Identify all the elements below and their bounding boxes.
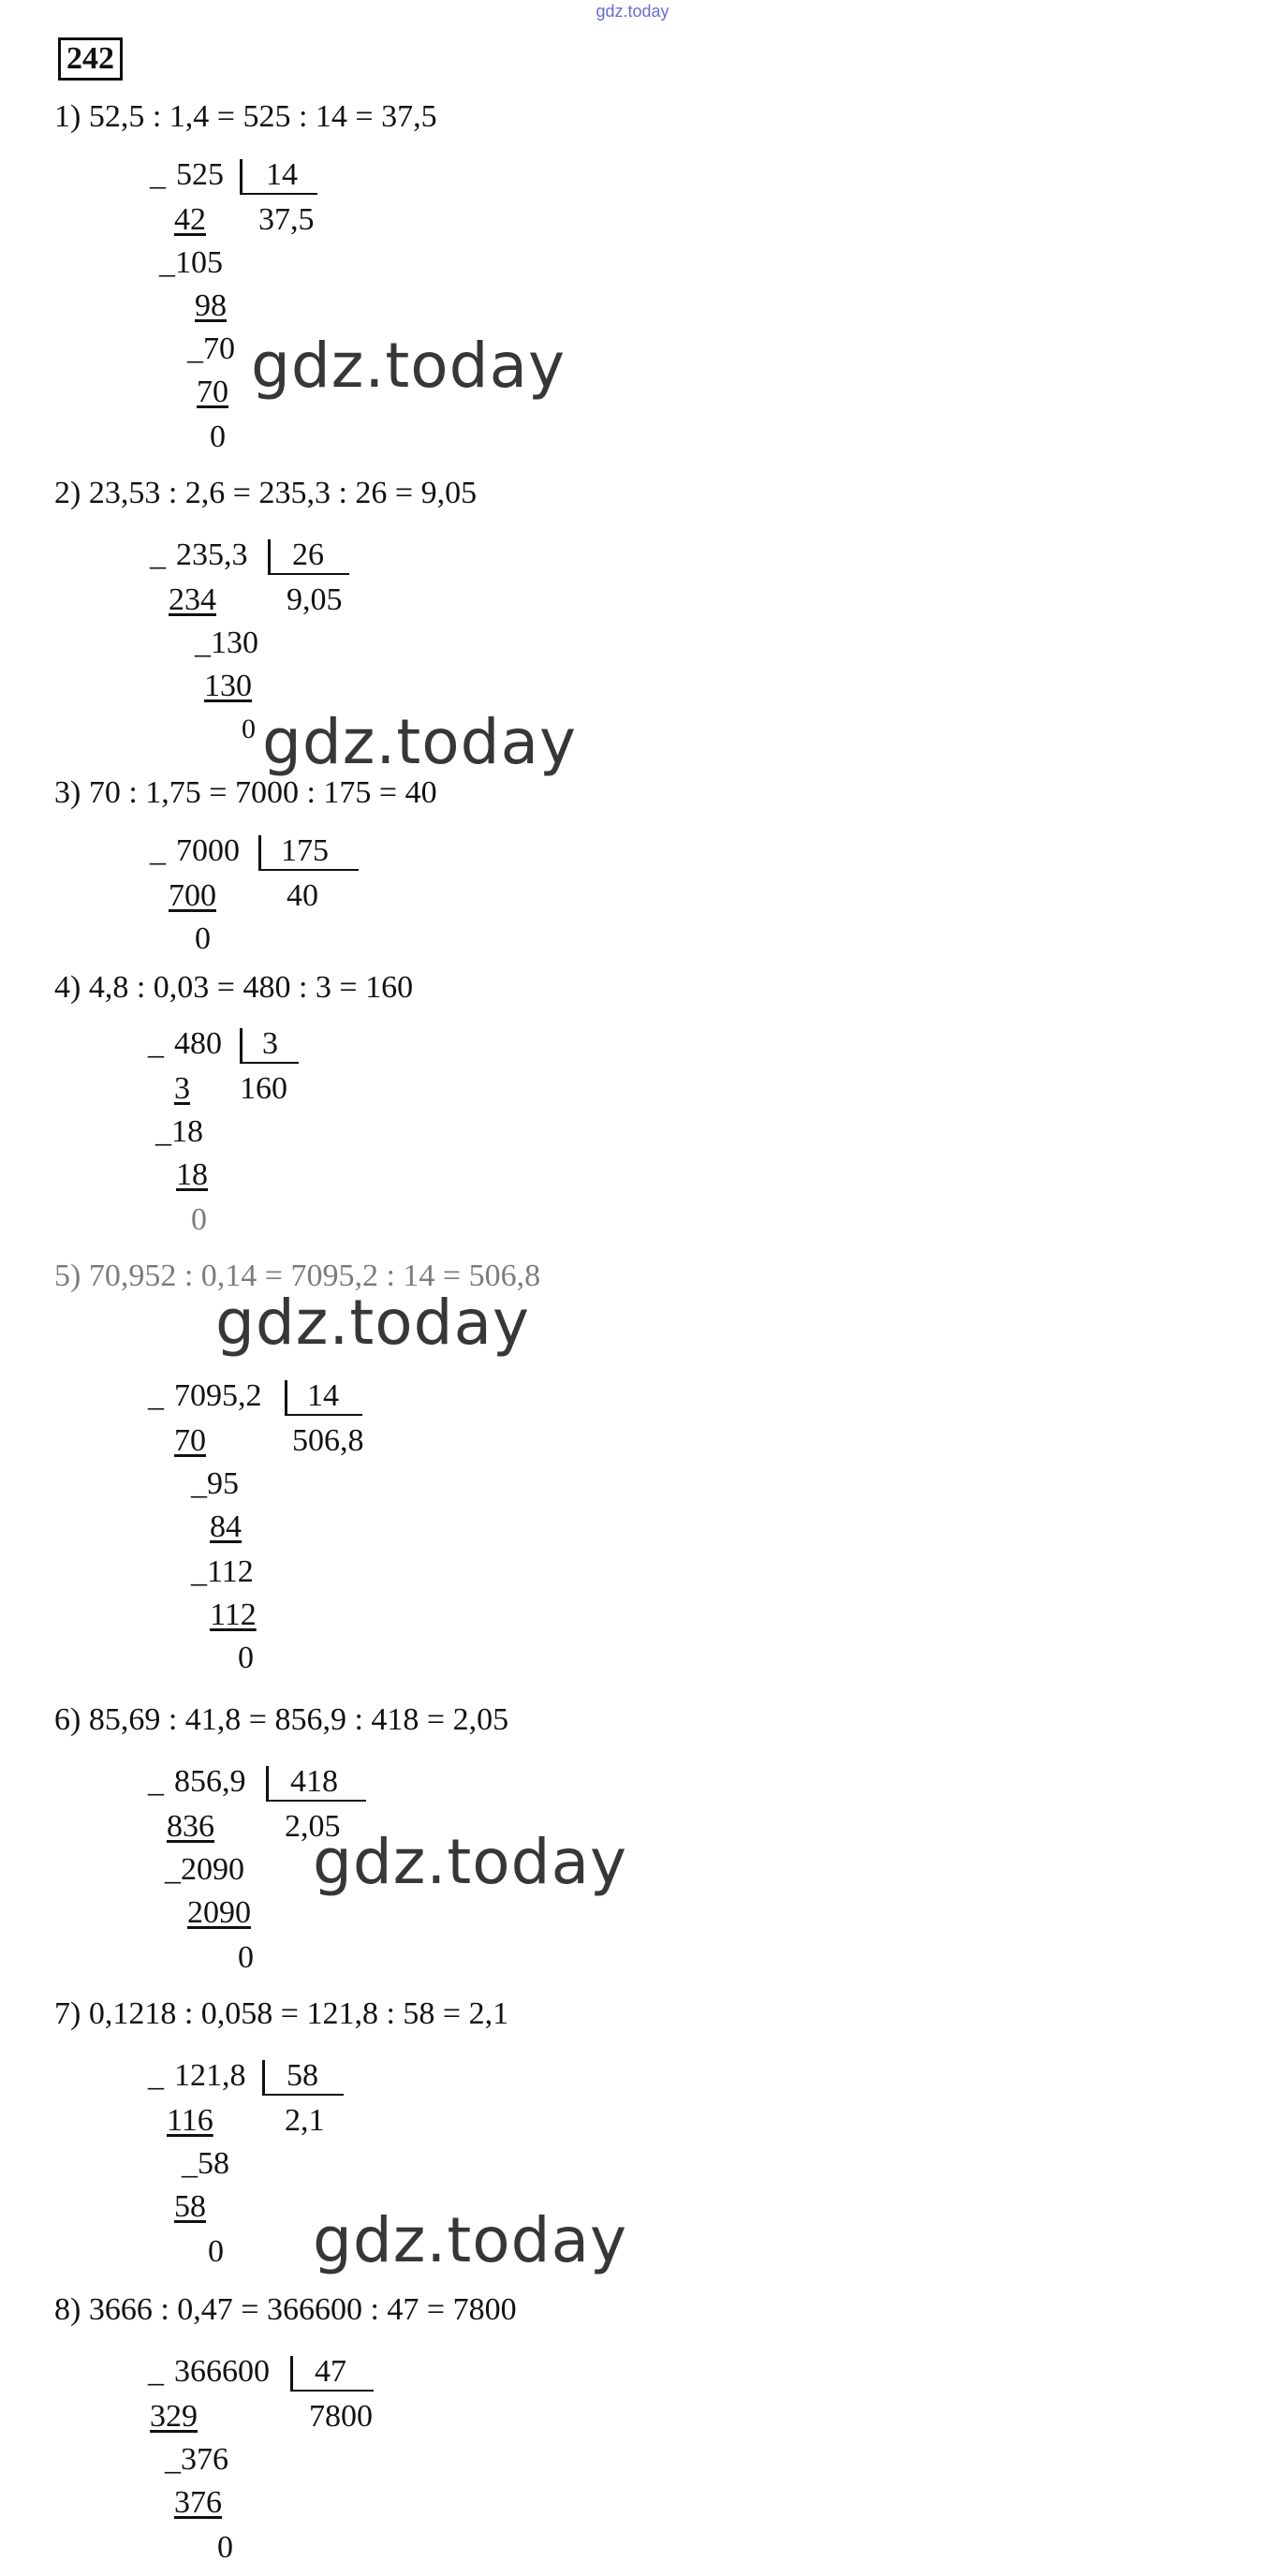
step: 0 xyxy=(208,2234,224,2269)
divisor: 175 xyxy=(281,833,329,868)
step: 0 xyxy=(210,420,226,454)
step: 0 xyxy=(242,714,256,744)
quotient: 160 xyxy=(240,1071,287,1106)
watermark: gdz.today xyxy=(251,330,566,402)
step: 58 xyxy=(174,2189,206,2224)
step: 98 xyxy=(195,288,227,323)
step: 0 xyxy=(238,1940,254,1975)
equation-4: 4) 4,8 : 0,03 = 480 : 3 = 160 xyxy=(54,970,414,1005)
minus-sign: _ xyxy=(150,157,166,192)
step: _2090 xyxy=(165,1852,244,1887)
quotient: 40 xyxy=(287,878,318,913)
minus-sign: _ xyxy=(148,2354,164,2389)
watermark: gdz.today xyxy=(215,1287,531,1359)
step: _376 xyxy=(165,2442,228,2477)
divisor: 418 xyxy=(290,1764,338,1799)
watermark: gdz.today xyxy=(313,2204,628,2276)
step: _105 xyxy=(159,245,223,280)
minus-sign: _ xyxy=(148,1378,164,1413)
step: _95 xyxy=(191,1466,239,1501)
minus-sign: _ xyxy=(148,2058,164,2093)
divisor: 14 xyxy=(266,157,298,192)
quotient: 9,05 xyxy=(287,582,343,617)
dividend: 856,9 xyxy=(174,1764,246,1799)
equation-6: 6) 85,69 : 41,8 = 856,9 : 418 = 2,05 xyxy=(54,1702,509,1737)
quotient: 2,05 xyxy=(285,1809,341,1844)
step: _70 xyxy=(187,331,235,366)
divisor: 3 xyxy=(262,1026,278,1061)
step: 70 xyxy=(197,375,228,409)
step: 3 xyxy=(174,1071,190,1106)
step: 116 xyxy=(167,2103,213,2138)
minus-sign: _ xyxy=(148,1764,164,1799)
divisor: 26 xyxy=(292,537,324,572)
step: 376 xyxy=(174,2485,222,2520)
watermark: gdz.today xyxy=(262,706,578,778)
step: 329 xyxy=(150,2399,198,2434)
dividend: 480 xyxy=(174,1026,222,1061)
step: _58 xyxy=(182,2146,229,2181)
dividend: 235,3 xyxy=(176,537,248,572)
quotient: 37,5 xyxy=(258,202,315,237)
step: 0 xyxy=(195,921,211,956)
equation-2: 2) 23,53 : 2,6 = 235,3 : 26 = 9,05 xyxy=(54,476,478,510)
equation-8: 8) 3666 : 0,47 = 366600 : 47 = 7800 xyxy=(54,2292,517,2327)
step: 0 xyxy=(238,1641,254,1675)
divisor: 58 xyxy=(287,2058,318,2093)
dividend: 7000 xyxy=(176,833,240,868)
dividend: 366600 xyxy=(174,2354,270,2389)
dividend: 7095,2 xyxy=(174,1378,262,1413)
quotient: 7800 xyxy=(309,2399,373,2434)
divisor: 14 xyxy=(307,1378,339,1413)
step: _130 xyxy=(195,626,258,660)
minus-sign: _ xyxy=(150,833,166,868)
equation-5: 5) 70,952 : 0,14 = 7095,2 : 14 = 506,8 xyxy=(54,1259,541,1293)
divisor: 47 xyxy=(315,2354,346,2389)
step: 42 xyxy=(174,202,206,237)
step: _18 xyxy=(155,1114,203,1149)
step: 18 xyxy=(176,1157,208,1192)
step: 836 xyxy=(167,1809,214,1844)
step: 700 xyxy=(169,878,216,913)
equation-3: 3) 70 : 1,75 = 7000 : 175 = 40 xyxy=(54,775,437,810)
step: 112 xyxy=(210,1597,257,1632)
step: 234 xyxy=(169,582,216,617)
quotient: 2,1 xyxy=(285,2103,325,2138)
step: 0 xyxy=(217,2530,233,2565)
dividend: 525 xyxy=(176,157,224,192)
equation-1: 1) 52,5 : 1,4 = 525 : 14 = 37,5 xyxy=(54,99,437,134)
site-mark: gdz.today xyxy=(596,2,669,21)
exercise-number: 242 xyxy=(58,37,123,81)
quotient: 506,8 xyxy=(292,1423,364,1458)
minus-sign: _ xyxy=(150,537,166,572)
minus-sign: _ xyxy=(148,1026,164,1061)
step: _112 xyxy=(191,1554,254,1589)
dividend: 121,8 xyxy=(174,2058,246,2093)
step: 0 xyxy=(191,1202,207,1237)
watermark: gdz.today xyxy=(313,1826,628,1898)
step: 2090 xyxy=(187,1895,251,1930)
step: 70 xyxy=(174,1423,206,1458)
equation-7: 7) 0,1218 : 0,058 = 121,8 : 58 = 2,1 xyxy=(54,1996,509,2031)
step: 130 xyxy=(204,669,252,703)
step: 84 xyxy=(210,1509,242,1544)
